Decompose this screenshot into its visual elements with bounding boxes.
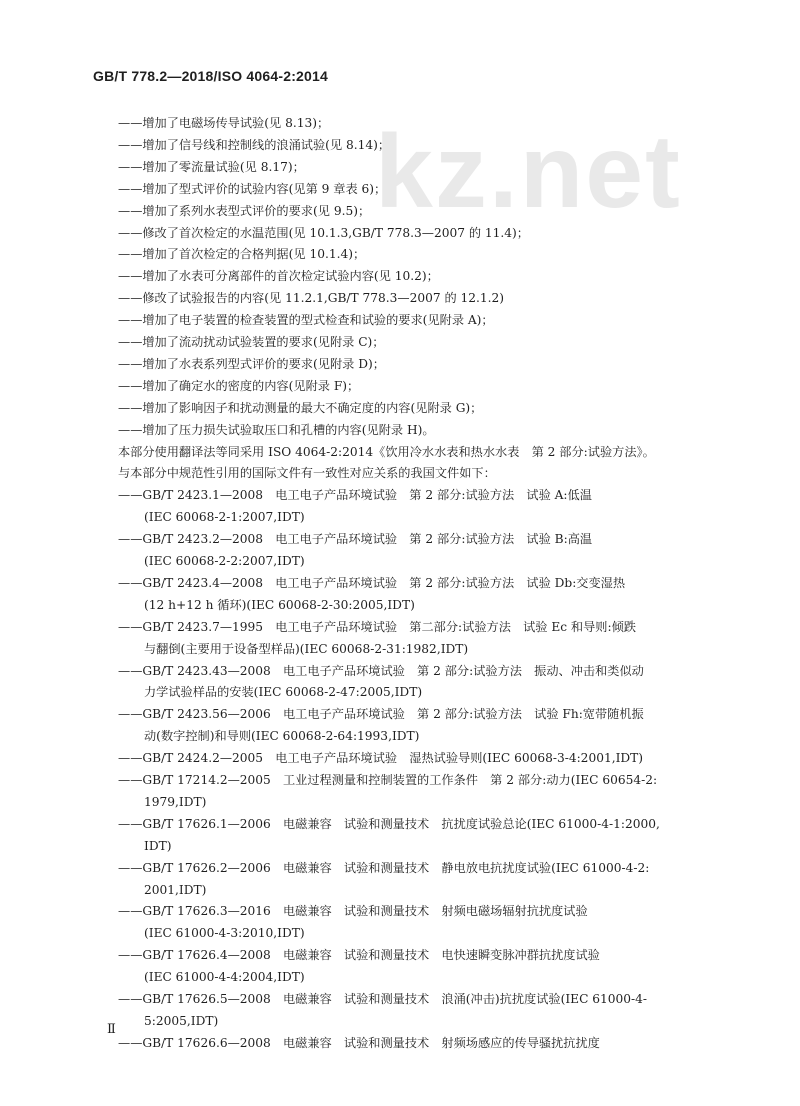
reference-continuation: (IEC 61000-4-3:2010,IDT) (144, 926, 305, 941)
reference-continuation: 动(数字控制)和导则(IEC 60068-2-64:1993,IDT) (144, 729, 420, 744)
reference-item: ——GB/T 17214.2—2005 工业过程测量和控制装置的工作条件 第 2 部分:动力(IEC 60654-2: (118, 773, 658, 787)
change-item: ——增加了流动扰动试验装置的要求(见附录 C)； (118, 335, 385, 349)
reference-continuation: 与翻倒(主要用于设备型样品)(IEC 60068-2-31:1982,IDT) (144, 641, 469, 656)
reference-item: ——GB/T 17626.4—2008 电磁兼容 试验和测量技术 电快速瞬变脉冲群抗扰度试验 (118, 948, 600, 963)
change-item: ——增加了系列水表型式评价的要求(见 9.5)； (118, 203, 371, 218)
reference-item: ——GB/T 17626.2—2006 电磁兼容 试验和测量技术 静电放电抗扰度试验(IEC 61000-4-2: (118, 860, 650, 875)
reference-item: ——GB/T 17626.3—2016 电磁兼容 试验和测量技术 射频电磁场辐射抗扰度试验 (118, 904, 588, 919)
reference-continuation: (IEC 60068-2-2:2007,IDT) (144, 554, 305, 568)
reference-item: ——GB/T 2423.7—1995 电工电子产品环境试验 第二部分:试验方法 试验 Ec 和导则:倾跌 (118, 619, 636, 634)
change-item: ——增加了影响因子和扰动测量的最大不确定度的内容(见附录 G)； (118, 400, 483, 415)
reference-item: ——GB/T 2423.1—2008 电工电子产品环境试验 第 2 部分:试验方法 试验 A:低温 (118, 488, 592, 503)
change-item: ——增加了压力损失试验取压口和孔槽的内容(见附录 H)。 (118, 422, 435, 437)
reference-continuation: IDT) (144, 838, 172, 853)
reference-continuation: 2001,IDT) (144, 882, 207, 897)
change-item: ——增加了水表系列型式评价的要求(见附录 D)； (118, 356, 385, 371)
document-header: GB/T 778.2—2018/ISO 4064-2:2014 (93, 68, 329, 84)
reference-continuation: 1979,IDT) (144, 794, 207, 809)
reference-item: ——GB/T 17626.5—2008 电磁兼容 试验和测量技术 浪涌(冲击)抗扰度试验(IEC 61000-4- (118, 992, 648, 1006)
change-item: ——增加了确定水的密度的内容(见附录 F)； (118, 378, 360, 393)
reference-item: ——GB/T 2424.2—2005 电工电子产品环境试验 湿热试验导则(IEC 60068-3-4:2001,IDT) (118, 751, 644, 766)
watermark: kz.net (375, 114, 682, 230)
reference-item: ——GB/T 2423.56—2006 电工电子产品环境试验 第 2 部分:试验方法 试验 Fh:宽带随机振 (118, 707, 644, 722)
change-item: ——修改了首次检定的水温范围(见 10.1.3,GB/T 778.3—2007 的 11.4)； (118, 225, 529, 240)
paragraph: 与本部分中规范性引用的国际文件有一致性对应关系的我国文件如下： (118, 466, 496, 481)
reference-continuation: (IEC 61000-4-4:2004,IDT) (144, 970, 305, 985)
change-item: ——修改了试验报告的内容(见 11.2.1,GB/T 778.3—2007 的 12.1.2) (118, 291, 505, 306)
reference-item: ——GB/T 17626.1—2006 电磁兼容 试验和测量技术 抗扰度试验总论(IEC 61000-4-1:2000, (118, 816, 660, 831)
change-item: ——增加了电磁场传导试验(见 8.13)； (118, 116, 330, 130)
paragraph: 本部分使用翻译法等同采用 ISO 4064-2:2014《饮用冷水水表和热水水表 第 2 部分:试验方法》。 (118, 444, 655, 459)
reference-item: ——GB/T 17626.6—2008 电磁兼容 试验和测量技术 射频场感应的传导骚扰抗扰度 (118, 1035, 600, 1050)
change-item: ——增加了型式评价的试验内容(见第 9 章表 6)； (118, 181, 387, 196)
page-number: Ⅱ (107, 1022, 116, 1037)
change-item: ——增加了水表可分离部件的首次检定试验内容(见 10.2)； (118, 269, 439, 284)
change-item: ——增加了首次检定的合格判据(见 10.1.4)； (118, 247, 366, 262)
reference-continuation: 5:2005,IDT) (144, 1013, 219, 1028)
change-item: ——增加了信号线和控制线的浪涌试验(见 8.14)； (118, 137, 391, 152)
reference-continuation: 力学试验样品的安装(IEC 60068-2-47:2005,IDT) (144, 685, 423, 700)
reference-continuation: (IEC 60068-2-1:2007,IDT) (144, 510, 305, 525)
reference-item: ——GB/T 2423.43—2008 电工电子产品环境试验 第 2 部分:试验方法 振动、冲击和类似动 (118, 663, 644, 678)
reference-item: ——GB/T 2423.4—2008 电工电子产品环境试验 第 2 部分:试验方法 试验 Db:交变湿热 (118, 575, 626, 590)
change-item: ——增加了零流量试验(见 8.17)； (118, 159, 305, 174)
reference-continuation: (12 h+12 h 循环)(IEC 60068-2-30:2005,IDT) (144, 597, 415, 612)
reference-item: ——GB/T 2423.2—2008 电工电子产品环境试验 第 2 部分:试验方法 试验 B:高温 (118, 532, 593, 547)
change-item: ——增加了电子装置的检查装置的型式检查和试验的要求(见附录 A)； (118, 313, 494, 328)
